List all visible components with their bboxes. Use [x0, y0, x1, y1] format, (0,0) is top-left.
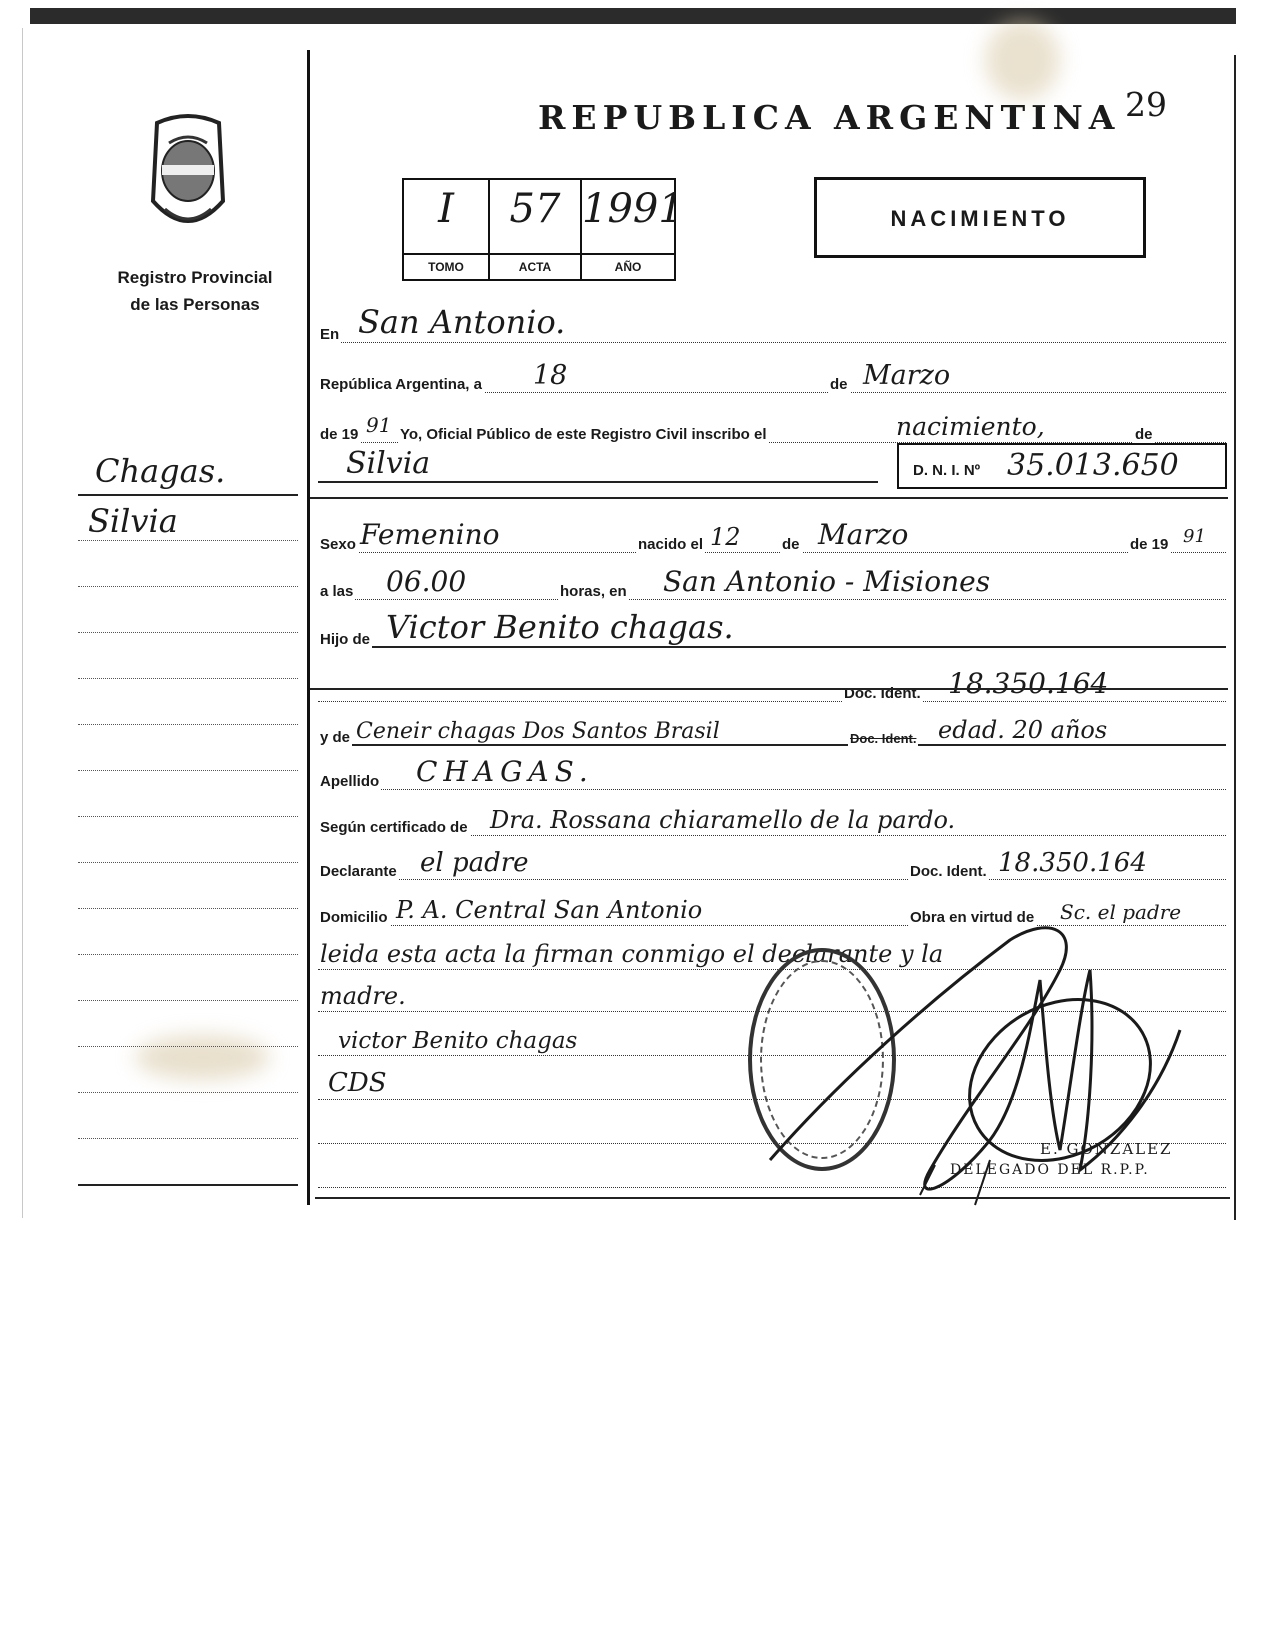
birth-place: San Antonio - Misiones: [663, 565, 991, 598]
margin-line: [78, 540, 298, 541]
form-right-border: [1234, 55, 1236, 1220]
y-de-label: y de: [320, 729, 351, 746]
certificado-value: Dra. Rossana chiaramello de la pardo.: [490, 806, 956, 834]
de-label: de: [1135, 426, 1153, 443]
de-label: de: [782, 536, 800, 553]
row-certificate: [318, 798, 1226, 842]
margin-surname: Chagas.: [95, 452, 226, 490]
father-doc-label: Doc. Ident.: [844, 685, 921, 702]
margin-divider: [307, 50, 310, 1205]
mother-name: Ceneir chagas Dos Santos Brasil: [356, 719, 720, 744]
margin-line: [78, 1046, 298, 1047]
en-label: En: [320, 326, 340, 343]
declarante-doc-label: Doc. Ident.: [910, 863, 987, 880]
registry-label-line2: de las Personas: [130, 295, 260, 314]
sexo-value: Femenino: [360, 518, 500, 551]
paper-stain: [985, 20, 1060, 100]
domicilio-value: P. A. Central San Antonio: [396, 896, 703, 924]
tomo-cell: [404, 180, 490, 279]
registration-day: 18: [533, 360, 568, 391]
dni-value: 35.013.650: [1007, 448, 1179, 483]
document-title: REPUBLICA ARGENTINA: [538, 98, 1121, 137]
row-place: [318, 305, 1226, 349]
scan-top-border: [30, 8, 1236, 24]
margin-line: [78, 908, 298, 909]
margin-line: [78, 862, 298, 863]
margin-line: [78, 1092, 298, 1093]
solid-line: [318, 744, 1226, 746]
margin-line: [78, 816, 298, 817]
tomo-value: I: [438, 186, 454, 232]
margin-line: [78, 954, 298, 955]
mother-age: edad. 20 años: [938, 716, 1108, 744]
horas-label: horas, en: [560, 583, 627, 600]
apellido-value: CHAGAS.: [416, 755, 594, 788]
registry-label-line1: Registro Provincial: [117, 268, 273, 287]
obra-value: Sc. el padre: [1060, 900, 1182, 924]
year-prefix-label: de 19: [320, 426, 359, 443]
dni-label: D. N. I. Nº: [913, 462, 981, 479]
closing-text: leida esta acta la firman conmigo el declarante y la: [320, 940, 944, 968]
row-mother: [318, 708, 1226, 752]
birth-year-label: de 19: [1130, 536, 1169, 553]
signature-mother: CDS: [328, 1068, 387, 1098]
solid-line: [318, 646, 1226, 648]
hijo-label: Hijo de: [320, 631, 371, 648]
nacido-label: nacido el: [638, 536, 704, 553]
tomo-label: TOMO: [404, 253, 488, 279]
de-label: de: [830, 376, 848, 393]
margin-line: [78, 770, 298, 771]
inscribo-label: Yo, Oficial Público de este Registro Civil inscribo el: [400, 426, 767, 443]
certificado-label: Según certificado de: [320, 819, 468, 836]
obra-label: Obra en virtud de: [910, 909, 1035, 926]
row-father: [318, 610, 1226, 654]
coat-of-arms-seal-icon: [147, 113, 229, 241]
declarante-value: el padre: [420, 848, 529, 878]
record-type: NACIMIENTO: [890, 206, 1070, 231]
birth-month: Marzo: [818, 518, 909, 551]
section-separator: [310, 688, 1228, 690]
registry-label: [95, 264, 295, 318]
signature-father: victor Benito chagas: [338, 1028, 578, 1054]
row-surname: [318, 752, 1226, 796]
margin-line: [78, 1000, 298, 1001]
dotted-line: [318, 342, 1226, 343]
dotted-line: [318, 789, 1226, 790]
mother-doc-label: Doc. Ident.: [850, 731, 917, 746]
book-reference-box: [402, 178, 684, 281]
closing-text-2: madre.: [320, 982, 406, 1010]
ano-value: 1991: [582, 186, 684, 232]
ano-label: AÑO: [582, 253, 674, 279]
row-sex-birth-date: [318, 515, 1226, 559]
margin-line: [78, 586, 298, 587]
birth-time: 06.00: [386, 565, 467, 598]
margin-line: [78, 724, 298, 725]
republica-label: República Argentina, a: [320, 376, 482, 393]
dni-box: [897, 443, 1227, 489]
row-registration-date: [318, 355, 1226, 399]
scan-left-edge: [22, 28, 23, 1218]
row-birth-time-place: [318, 562, 1226, 606]
father-name: Victor Benito chagas.: [386, 608, 734, 646]
acta-label: ACTA: [490, 253, 580, 279]
record-type-box: [814, 177, 1146, 258]
dotted-line: [318, 701, 1226, 702]
margin-line: [78, 1138, 298, 1139]
row-declarant: [318, 842, 1226, 886]
birth-day: 12: [710, 523, 741, 551]
margin-line: [78, 632, 298, 633]
inscribo-value: nacimiento,: [896, 412, 1045, 441]
margin-line: [78, 494, 298, 496]
acta-cell: [490, 180, 582, 279]
registration-month: Marzo: [863, 360, 951, 391]
margin-line: [78, 678, 298, 679]
official-title: DELEGADO DEL R.P.P.: [950, 1162, 1150, 1178]
declarante-doc: 18.350.164: [998, 848, 1147, 878]
a-las-label: a las: [320, 583, 354, 600]
father-doc: 18.350.164: [948, 667, 1109, 700]
sheet-number: 29: [1125, 85, 1167, 124]
place-value: San Antonio.: [358, 303, 566, 341]
acta-value: 57: [509, 186, 561, 232]
apellido-label: Apellido: [320, 773, 380, 790]
child-name: Silvia: [346, 446, 431, 481]
margin-line: [78, 1184, 298, 1186]
domicilio-label: Domicilio: [320, 909, 388, 926]
section-separator: [310, 497, 1228, 499]
sexo-label: Sexo: [320, 536, 356, 553]
ano-cell: [582, 180, 684, 279]
birth-year: 91: [1183, 526, 1206, 547]
margin-given-name: Silvia: [88, 502, 178, 540]
row-father-doc: [318, 664, 1226, 708]
paper-stain: [135, 1035, 270, 1080]
official-name: E. GONZALEZ: [1040, 1140, 1173, 1158]
declarante-label: Declarante: [320, 863, 397, 880]
dotted-line: [318, 879, 1226, 880]
dotted-line: [318, 552, 1226, 553]
form-bottom-line: [315, 1197, 1230, 1199]
registration-year: 91: [366, 413, 392, 437]
row-child-name: [318, 445, 878, 489]
dotted-line: [318, 599, 1226, 600]
solid-line: [318, 481, 878, 483]
